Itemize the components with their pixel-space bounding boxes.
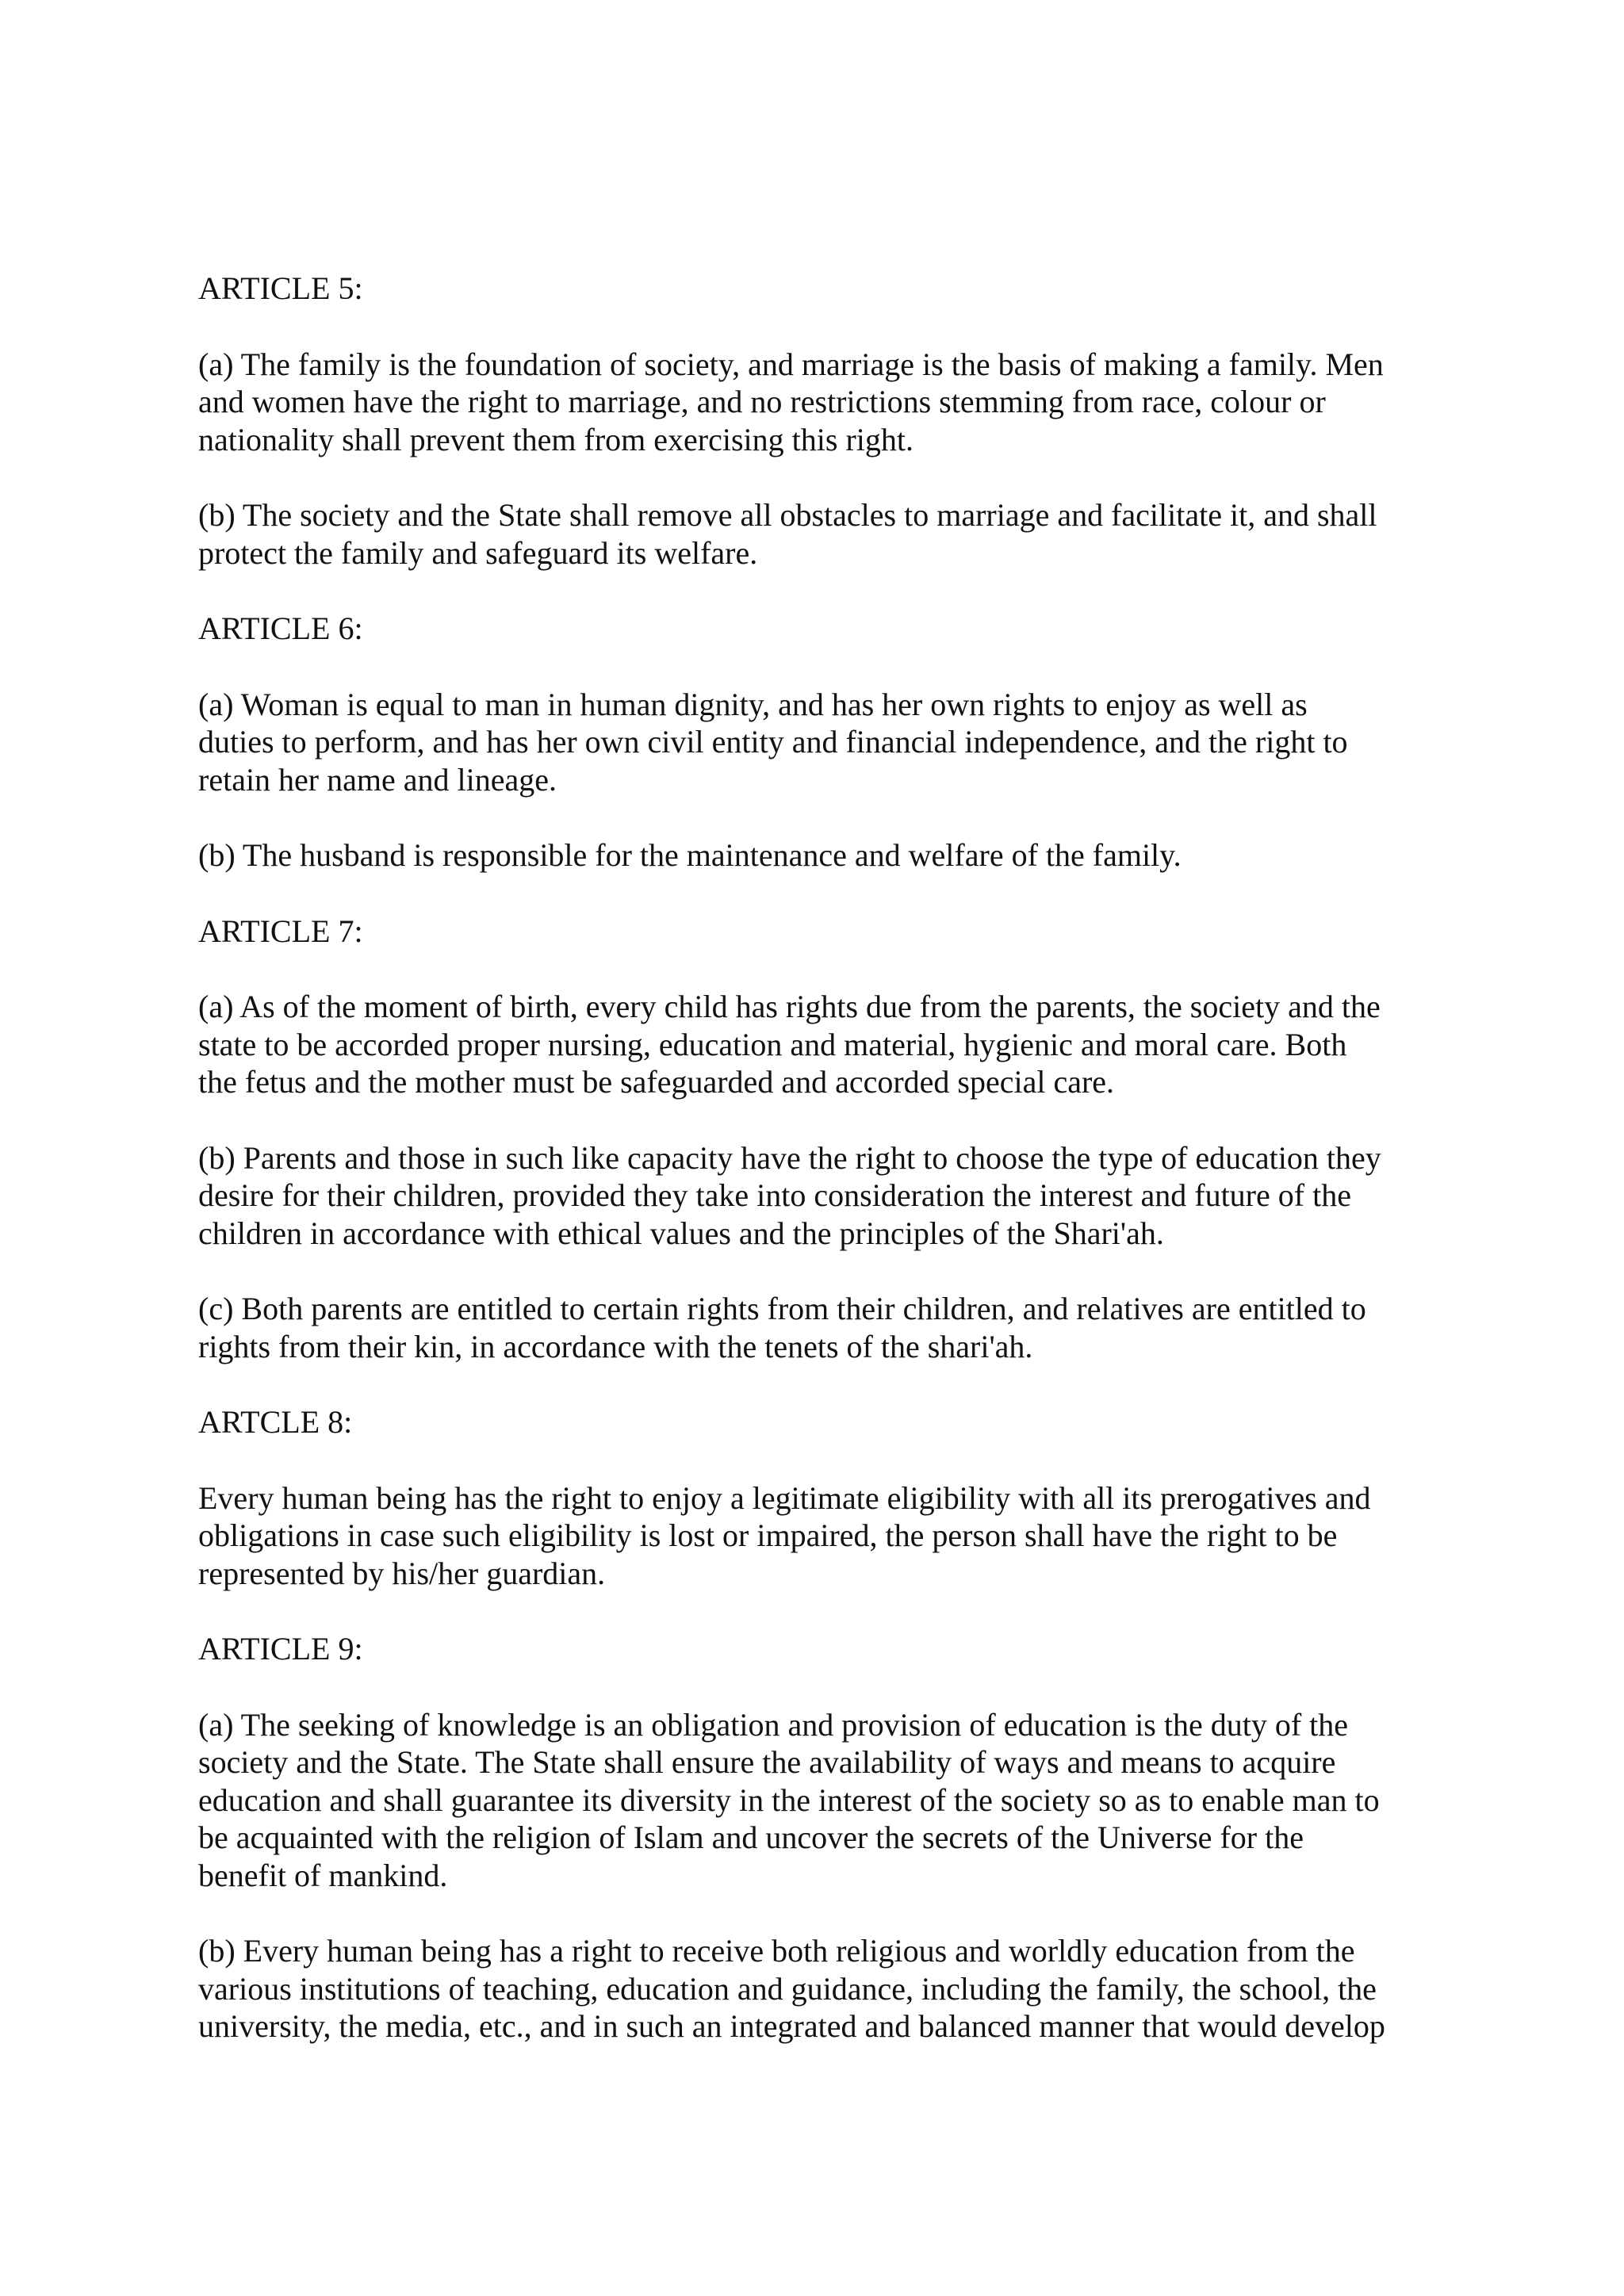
paragraph-spacer <box>198 308 1435 346</box>
article-paragraph <box>198 346 1435 459</box>
paragraph-line: (a) The family is the foundation of society, and marriage is the basis of making a family. Men <box>198 346 1384 382</box>
paragraph-line: benefit of mankind. <box>198 1857 448 1893</box>
paragraph-line: university, the media, etc., and in such an integrated and balanced manner that would develop <box>198 2008 1385 2044</box>
paragraph-line: nationality shall prevent them from exercising this right. <box>198 421 914 457</box>
paragraph-line: children in accordance with ethical values and the principles of the Shari'ah. <box>198 1215 1164 1251</box>
document-body <box>198 270 1435 2045</box>
paragraph-line: education and shall guarantee its diversity in the interest of the society so as to enable man to <box>198 1781 1380 1818</box>
article-heading <box>198 1630 1435 1668</box>
article-paragraph <box>198 836 1435 874</box>
paragraph-line: (c) Both parents are entitled to certain rights from their children, and relatives are entitled to <box>198 1291 1366 1326</box>
paragraph-spacer <box>198 1441 1435 1479</box>
paragraph-spacer <box>198 950 1435 988</box>
paragraph-spacer <box>198 1592 1435 1630</box>
article-heading <box>198 610 1435 648</box>
paragraph-line: desire for their children, provided they take into consideration the interest and future of the <box>198 1177 1351 1213</box>
paragraph-line: be acquainted with the religion of Islam and uncover the secrets of the Universe for the <box>198 1820 1304 1855</box>
article-paragraph <box>198 1479 1435 1593</box>
heading-text: ARTICLE 6: <box>198 610 363 646</box>
paragraph-spacer <box>198 1894 1435 1932</box>
paragraph-spacer <box>198 458 1435 496</box>
article-paragraph <box>198 1290 1435 1365</box>
paragraph-line: (b) The society and the State shall remove all obstacles to marriage and facilitate it, and shall <box>198 497 1377 533</box>
paragraph-line: various institutions of teaching, education and guidance, including the family, the school, the <box>198 1970 1377 2007</box>
article-paragraph <box>198 686 1435 799</box>
paragraph-line: retain her name and lineage. <box>198 761 557 798</box>
article-heading <box>198 270 1435 308</box>
article-paragraph <box>198 1139 1435 1253</box>
paragraph-spacer <box>198 648 1435 686</box>
paragraph-line: and women have the right to marriage, and no restrictions stemming from race, colour or <box>198 384 1326 419</box>
paragraph-spacer <box>198 1252 1435 1290</box>
article-paragraph <box>198 1932 1435 2045</box>
paragraph-spacer <box>198 1101 1435 1139</box>
article-paragraph <box>198 1706 1435 1895</box>
paragraph-spacer <box>198 874 1435 913</box>
article-paragraph <box>198 496 1435 572</box>
article-paragraph <box>198 988 1435 1101</box>
article-heading <box>198 913 1435 951</box>
paragraph-line: (b) Parents and those in such like capacity have the right to choose the type of education they <box>198 1139 1381 1176</box>
heading-text: ARTICLE 5: <box>198 270 363 306</box>
paragraph-line: society and the State. The State shall ensure the availability of ways and means to acquire <box>198 1744 1336 1780</box>
paragraph-line: Every human being has the right to enjoy a legitimate eligibility with all its prerogatives and <box>198 1479 1371 1516</box>
paragraph-line: protect the family and safeguard its welfare. <box>198 534 758 571</box>
paragraph-line: obligations in case such eligibility is lost or impaired, the person shall have the right to be <box>198 1517 1338 1553</box>
paragraph-line: rights from their kin, in accordance with the tenets of the shari'ah. <box>198 1328 1033 1364</box>
paragraph-line: state to be accorded proper nursing, education and material, hygienic and moral care. Both <box>198 1026 1347 1062</box>
heading-text: ARTCLE 8: <box>198 1404 353 1440</box>
paragraph-line: (b) Every human being has a right to receive both religious and worldly education from the <box>198 1933 1355 1969</box>
paragraph-line: (a) The seeking of knowledge is an obligation and provision of education is the duty of the <box>198 1706 1349 1743</box>
article-heading <box>198 1403 1435 1441</box>
paragraph-line: (b) The husband is responsible for the maintenance and welfare of the family. <box>198 837 1182 873</box>
heading-text: ARTICLE 9: <box>198 1631 363 1667</box>
paragraph-spacer <box>198 572 1435 610</box>
paragraph-line: the fetus and the mother must be safeguarded and accorded special care. <box>198 1064 1115 1100</box>
paragraph-line: represented by his/her guardian. <box>198 1555 606 1591</box>
paragraph-line: (a) As of the moment of birth, every child has rights due from the parents, the society and the <box>198 989 1381 1024</box>
paragraph-spacer <box>198 798 1435 836</box>
paragraph-line: duties to perform, and has her own civil entity and financial independence, and the right to <box>198 724 1348 760</box>
paragraph-spacer <box>198 1668 1435 1706</box>
paragraph-line: (a) Woman is equal to man in human dignity, and has her own rights to enjoy as well as <box>198 686 1308 722</box>
paragraph-spacer <box>198 1365 1435 1403</box>
heading-text: ARTICLE 7: <box>198 913 363 949</box>
